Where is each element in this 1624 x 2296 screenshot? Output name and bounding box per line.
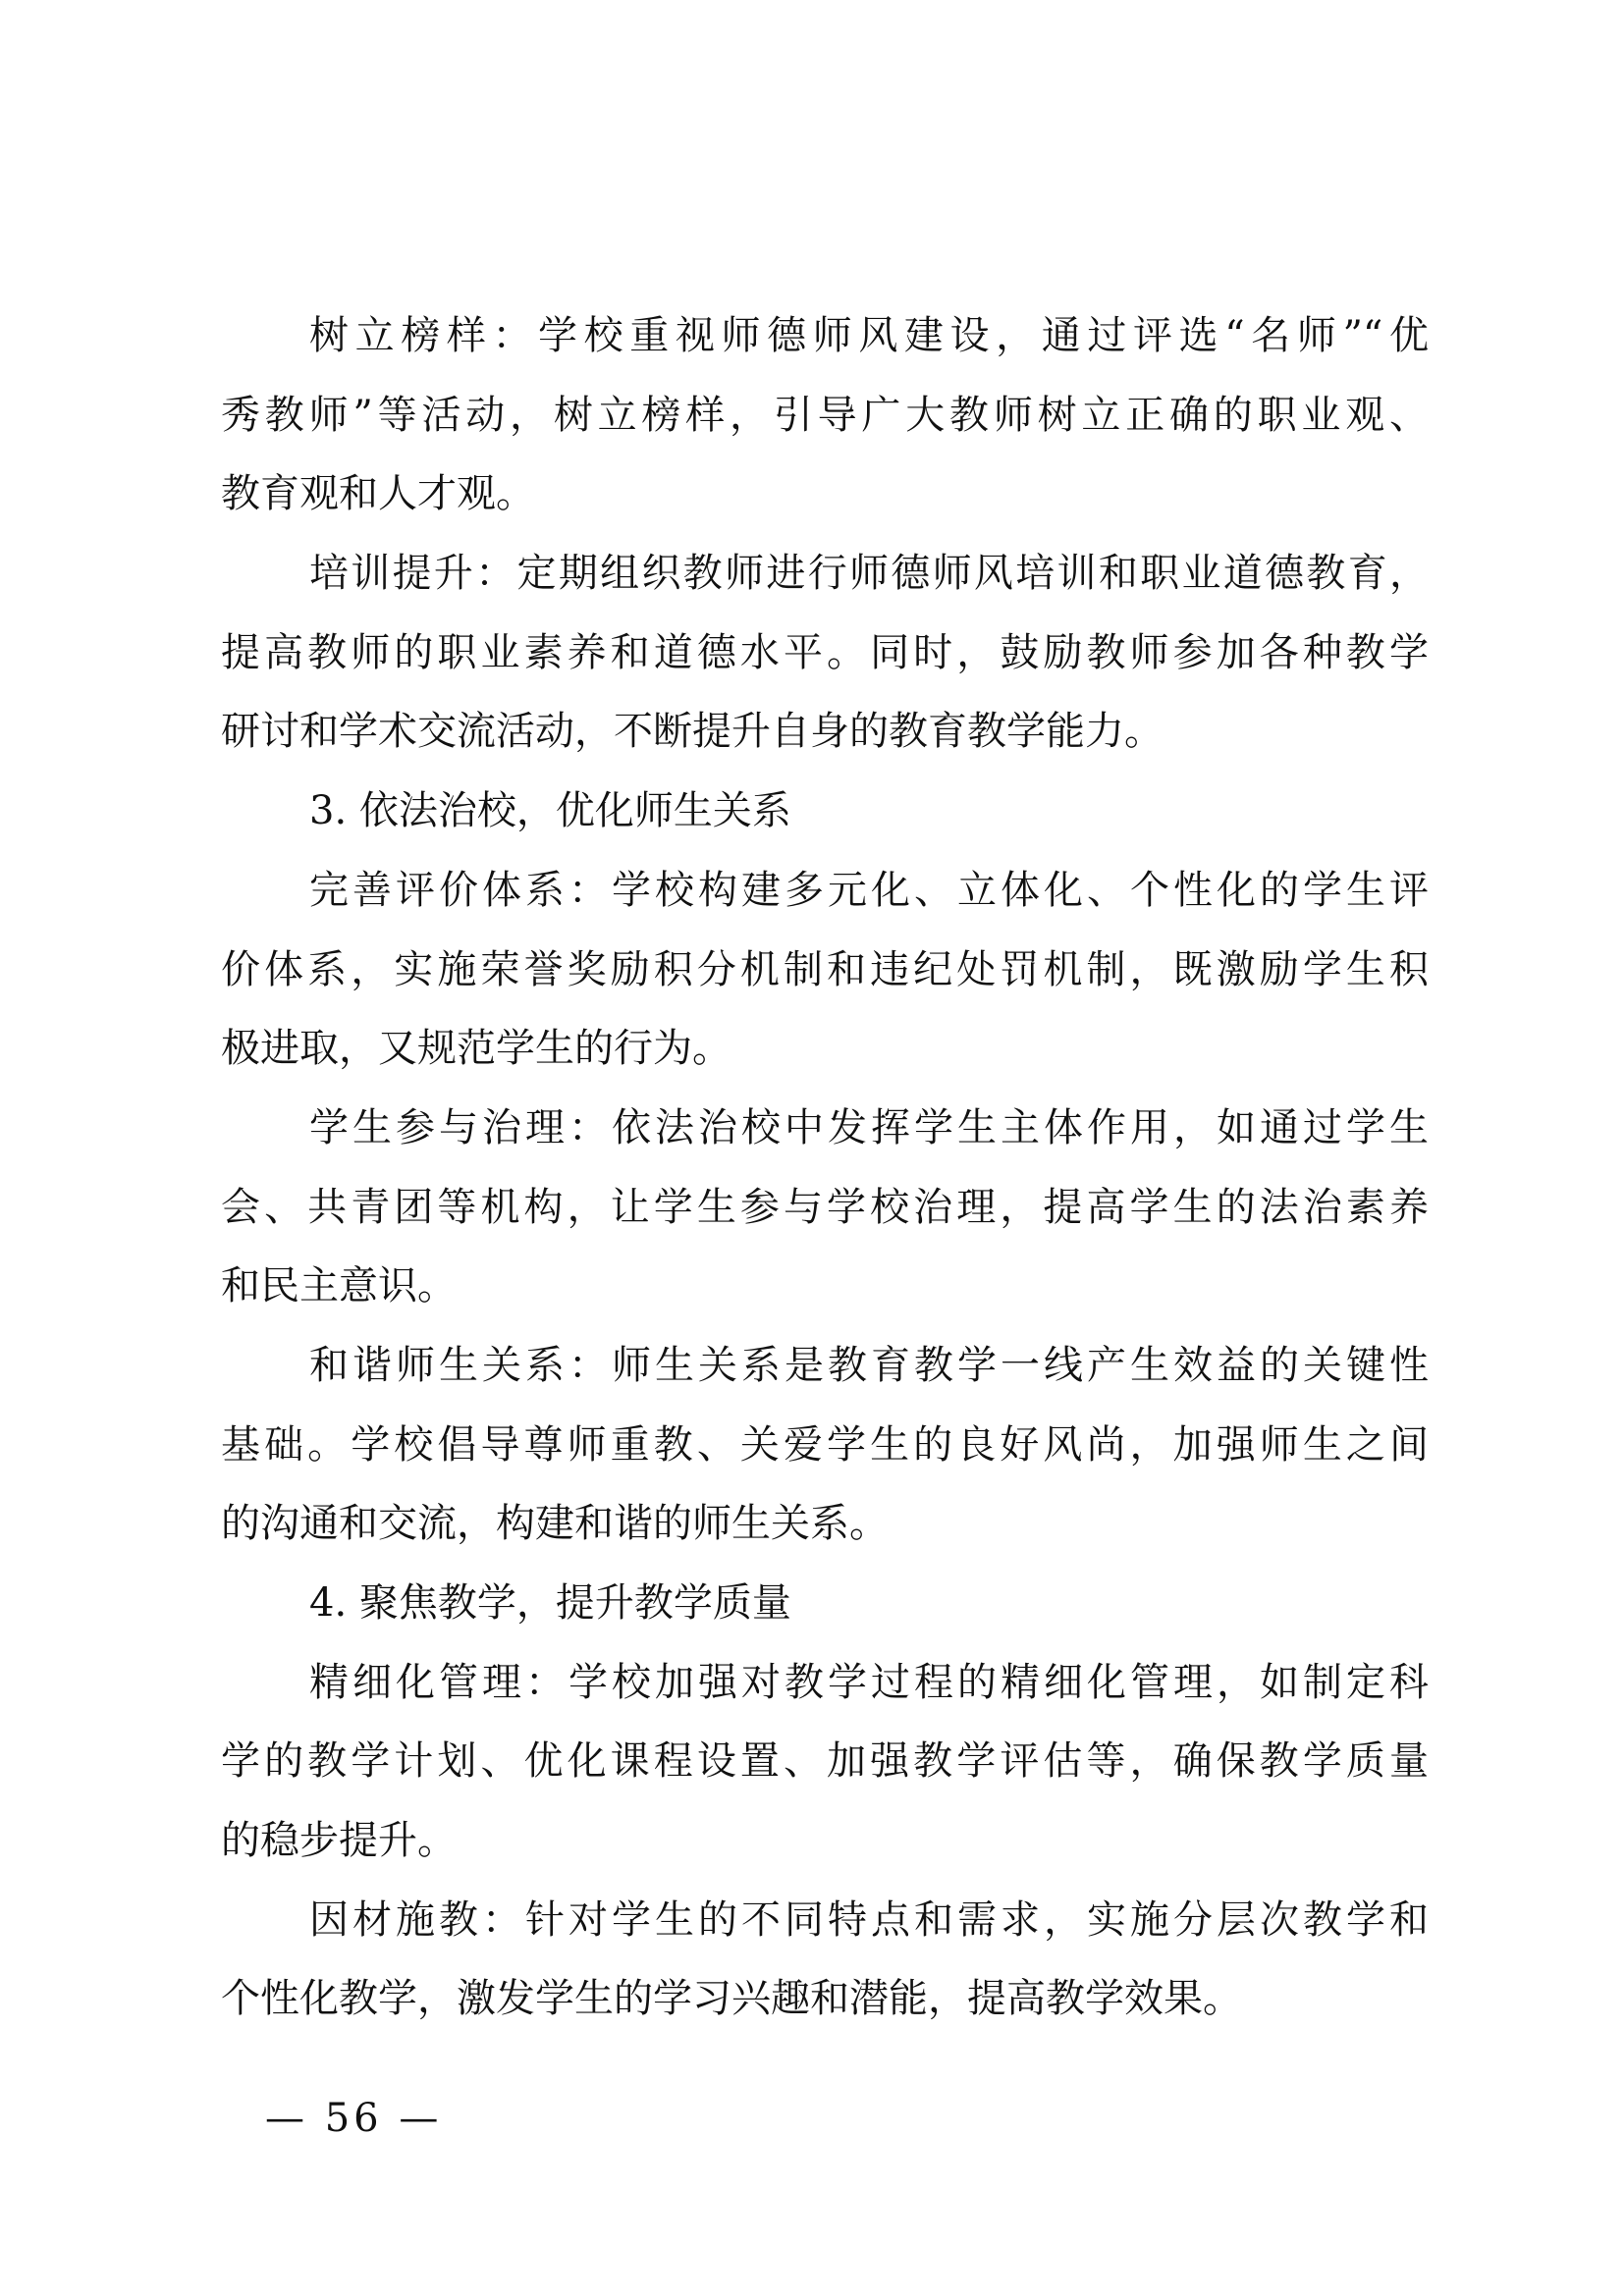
text-line: 个性化教学，激发学生的学习兴趣和潜能，提高教学效果。 xyxy=(221,1976,1242,2022)
paragraph xyxy=(221,1564,1429,1643)
paragraph xyxy=(221,1643,1429,1881)
text-line: 的稳步提升。 xyxy=(221,1818,457,1864)
paragraph xyxy=(221,851,1429,1089)
section-heading: 4. 聚焦教学，提升教学质量 xyxy=(309,1580,791,1626)
text-line: 价体系，实施荣誉奖励积分机制和违纪处罚机制，既激励学生积 xyxy=(221,946,1429,992)
text-line: 完善评价体系：学校构建多元化、立体化、个性化的学生评 xyxy=(309,867,1429,913)
paragraph xyxy=(221,1881,1429,2039)
text-line: 研讨和学术交流活动，不断提升自身的教育教学能力。 xyxy=(221,709,1164,755)
text-line: 极进取，又规范学生的行为。 xyxy=(221,1026,731,1072)
text-line: 和谐师生关系：师生关系是教育教学一线产生效益的关键性 xyxy=(309,1342,1429,1388)
text-line: 精细化管理：学校加强对教学过程的精细化管理，如制定科 xyxy=(309,1659,1429,1705)
text-line: 培训提升：定期组织教师进行师德师风培训和职业道德教育， xyxy=(309,551,1429,597)
text-line: 提高教师的职业素养和道德水平。同时，鼓励教师参加各种教学 xyxy=(221,629,1429,675)
paragraph xyxy=(221,772,1429,851)
text-line: 和民主意识。 xyxy=(221,1263,457,1309)
text-line: 基础。学校倡导尊师重教、关爱学生的良好风尚，加强师生之间 xyxy=(221,1421,1429,1468)
text-line: 树立榜样：学校重视师德师风建设，通过评选“名师”“优 xyxy=(309,313,1429,358)
text-line: 秀教师”等活动，树立榜样，引导广大教师树立正确的职业观、 xyxy=(221,392,1429,438)
document-body xyxy=(221,296,1429,2039)
text-line: 会、共青团等机构，让学生参与学校治理，提高学生的法治素养 xyxy=(221,1184,1429,1230)
section-heading: 3. 依法治校，优化师生关系 xyxy=(309,788,791,834)
text-line: 教育观和人才观。 xyxy=(221,471,535,517)
paragraph xyxy=(221,296,1429,534)
paragraph xyxy=(221,1326,1429,1564)
text-line: 学的教学计划、优化课程设置、加强教学评估等，确保教学质量 xyxy=(221,1738,1429,1785)
text-line: 因材施教：针对学生的不同特点和需求，实施分层次教学和 xyxy=(309,1896,1429,1943)
paragraph xyxy=(221,1089,1429,1326)
text-line: 学生参与治理：依法治校中发挥学生主体作用，如通过学生 xyxy=(309,1104,1429,1150)
paragraph xyxy=(221,534,1429,772)
text-line: 的沟通和交流，构建和谐的师生关系。 xyxy=(221,1501,889,1547)
page-number: — 56 — xyxy=(265,2096,443,2141)
